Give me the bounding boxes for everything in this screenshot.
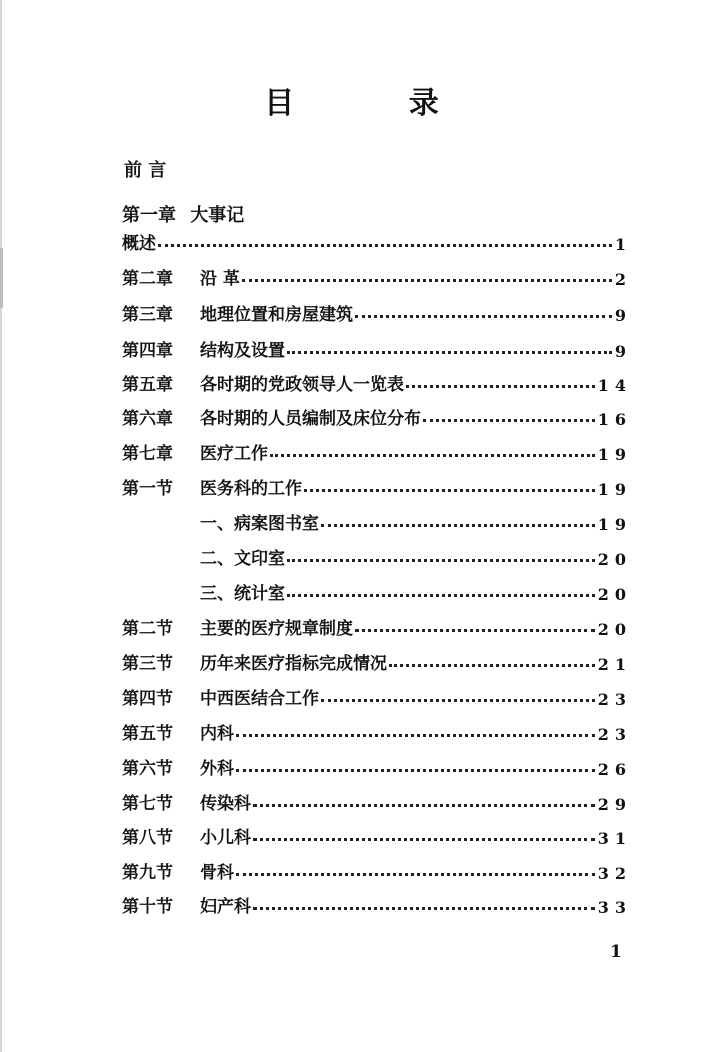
toc-entry-page: 9 (614, 342, 632, 361)
toc-leader-dots (355, 315, 612, 318)
toc-entry-title: 小儿科 (200, 828, 251, 848)
toc-entry-title: 医疗工作 (200, 444, 268, 464)
toc-leader-dots (287, 594, 595, 597)
toc-leader-dots (389, 664, 595, 667)
toc-leader-dots (236, 769, 595, 772)
toc-leader-dots (253, 907, 595, 910)
toc-entry (122, 297, 632, 325)
toc-entry (200, 506, 632, 534)
toc-leader-dots (270, 454, 595, 457)
toc-leader-dots (236, 734, 595, 737)
toc-entry-page: 19 (597, 515, 632, 534)
toc-entry (200, 541, 632, 569)
toc-leader-dots (304, 489, 595, 492)
toc-entry-title: 一、病案图书室 (200, 514, 319, 534)
toc-entry-title: 二、文印室 (200, 549, 285, 569)
toc-entry-title: 结构及设置 (200, 341, 285, 361)
toc-entry-title: 三、统计室 (200, 584, 285, 604)
chapter-one-prefix: 第一章 (122, 205, 176, 226)
toc-entry-page: 20 (597, 620, 632, 639)
toc-entry (122, 786, 632, 814)
toc-entry (122, 611, 632, 639)
toc-entry-prefix: 第九节 (122, 863, 173, 883)
toc-entry (122, 401, 632, 429)
toc-entry (122, 751, 632, 779)
toc-entry-prefix: 第八节 (122, 828, 173, 848)
toc-entry-title: 医务科的工作 (200, 479, 302, 499)
toc-entry-title: 内科 (200, 724, 234, 744)
toc-entry-prefix: 第五章 (122, 375, 173, 395)
toc-entry-title: 传染科 (200, 794, 251, 814)
toc-entry (122, 367, 632, 395)
toc-entry-page: 2 (614, 270, 632, 289)
page-title: 目 录 (264, 86, 491, 121)
toc-leader-dots (253, 838, 595, 841)
toc-entry-prefix: 第五节 (122, 724, 173, 744)
toc-entry-page: 23 (597, 725, 632, 744)
toc-entry (122, 436, 632, 464)
toc-entry-page: 1 (614, 235, 632, 254)
toc-entry-page: 23 (597, 690, 632, 709)
toc-entry-title: 骨科 (200, 863, 234, 883)
toc-entry-page: 20 (597, 550, 632, 569)
toc-entry-title: 沿 革 (200, 269, 240, 289)
toc-leader-dots (423, 419, 595, 422)
chapter-one-title: 大事记 (190, 205, 245, 226)
toc-entry-title: 历年来医疗指标完成情况 (200, 654, 387, 674)
toc-entry (122, 855, 632, 883)
toc-leader-dots (236, 873, 595, 876)
toc-entry-prefix: 第三节 (122, 654, 173, 674)
toc-entry (122, 716, 632, 744)
toc-entry-title: 各时期的党政领导人一览表 (200, 375, 404, 395)
toc-entry-title: 妇产科 (200, 897, 251, 917)
toc-leader-dots (242, 279, 612, 282)
page-edge (0, 0, 2, 1052)
toc-entry-title: 主要的医疗规章制度 (200, 619, 353, 639)
toc-entry-page: 32 (597, 864, 632, 883)
toc-leader-dots (355, 629, 595, 632)
toc-entry-prefix: 第六章 (122, 409, 173, 429)
toc-entry (200, 576, 632, 604)
toc-entry-prefix: 第七节 (122, 794, 173, 814)
toc-entry (122, 471, 632, 499)
toc-leader-dots (287, 559, 595, 562)
toc-entry-title: 中西医结合工作 (200, 689, 319, 709)
preface-heading: 前 言 (124, 160, 167, 181)
toc-entry (122, 226, 632, 254)
toc-entry-title: 各时期的人员编制及床位分布 (200, 409, 421, 429)
toc-entry (122, 333, 632, 361)
toc-entry-prefix: 第二节 (122, 619, 173, 639)
toc-leader-dots (253, 804, 595, 807)
toc-entry-page: 29 (597, 795, 632, 814)
toc-entry-prefix: 第十节 (122, 897, 173, 917)
toc-entry-title: 地理位置和房屋建筑 (200, 305, 353, 325)
toc-entry-page: 14 (597, 376, 632, 395)
toc-leader-dots (406, 385, 595, 388)
toc-entry-page: 19 (597, 480, 632, 499)
toc-entry (122, 261, 632, 289)
toc-entry (122, 820, 632, 848)
toc-entry-title: 外科 (200, 759, 234, 779)
toc-entry-page: 19 (597, 445, 632, 464)
toc-entry-prefix: 第三章 (122, 305, 173, 325)
toc-leader-dots (321, 524, 595, 527)
toc-entry-prefix: 第一节 (122, 479, 173, 499)
toc-entry (122, 889, 632, 917)
toc-entry-prefix: 第二章 (122, 269, 173, 289)
toc-entry-page: 21 (597, 655, 632, 674)
toc-entry-page: 16 (597, 410, 632, 429)
page-edge-mark (0, 248, 3, 308)
toc-entry-prefix: 第七章 (122, 444, 173, 464)
toc-entry-page: 9 (614, 306, 632, 325)
toc-entry (122, 646, 632, 674)
toc-leader-dots (321, 699, 595, 702)
toc-entry-page: 31 (597, 829, 632, 848)
toc-entry-page: 33 (597, 898, 632, 917)
toc-entry-prefix: 第四节 (122, 689, 173, 709)
toc-entry (122, 681, 632, 709)
toc-entry-title: 概述 (122, 234, 156, 254)
toc-entry-page: 20 (597, 585, 632, 604)
toc-leader-dots (158, 244, 612, 247)
toc-entry-prefix: 第六节 (122, 759, 173, 779)
page-number: 1 (610, 942, 622, 962)
toc-entry-page: 26 (597, 760, 632, 779)
chapter-one-heading (122, 201, 244, 227)
toc-leader-dots (287, 351, 612, 354)
toc-entry-prefix: 第四章 (122, 341, 173, 361)
